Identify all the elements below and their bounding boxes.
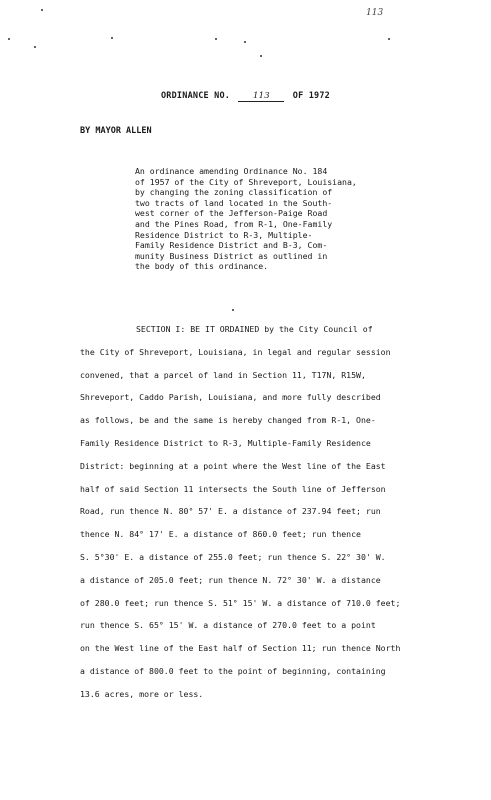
scan-speck — [388, 38, 390, 40]
abstract-line: Residence District to R-3, Multiple- — [135, 229, 313, 240]
section-line: thence N. 84° 17' E. a distance of 860.0 feet; run thence — [80, 529, 361, 540]
ordinance-title — [0, 91, 491, 102]
section-heading: SECTION I: — [136, 324, 186, 334]
section-line: run thence S. 65° 15' W. a distance of 270.0 feet to a point — [80, 620, 376, 631]
section-line: half of said Section 11 intersects the South line of Jefferson — [80, 483, 386, 494]
section-lead: BE IT ORDAINED — [190, 324, 260, 334]
section-line: a distance of 800.0 feet to the point of beginning, containing — [80, 665, 386, 676]
abstract-line: Family Residence District and B-3, Com- — [135, 240, 328, 251]
scan-speck — [215, 38, 217, 40]
section-one-body — [80, 318, 460, 706]
scan-speck — [232, 309, 234, 311]
abstract-line: two tracts of land located in the South- — [135, 197, 333, 208]
abstract-line: the body of this ordinance. — [135, 261, 269, 272]
section-line: Shreveport, Caddo Parish, Louisiana, and more fully described — [80, 392, 381, 403]
section-line: as follows, be and the same is hereby changed from R-1, One- — [80, 415, 376, 426]
section-line: convened, that a parcel of land in Section 11, T17N, R15W, — [80, 369, 366, 380]
section-line: District: beginning at a point where the West line of the East — [80, 460, 386, 471]
abstract-line: munity Business District as outlined in — [135, 250, 328, 261]
section-first-line — [80, 318, 460, 341]
scan-speck — [8, 38, 10, 40]
abstract-line: by changing the zoning classification of — [135, 187, 333, 198]
scan-speck — [111, 37, 113, 39]
section-line: a distance of 205.0 feet; run thence N. 72° 30' W. a distance — [80, 574, 381, 585]
abstract-line: An ordinance amending Ordinance No. 184 — [135, 166, 328, 176]
section-line: 13.6 acres, more or less. — [80, 688, 204, 699]
handwritten-page-number: 113 — [366, 8, 384, 18]
scan-speck — [34, 46, 36, 48]
author-line: BY MAYOR ALLEN — [80, 126, 152, 136]
abstract-line: west corner of the Jefferson-Paige Road — [135, 208, 328, 219]
abstract-line: of 1957 of the City of Shreveport, Louisiana, — [135, 176, 357, 187]
section-line: of 280.0 feet; run thence S. 51° 15' W. a distance of 710.0 feet; — [80, 597, 401, 608]
ordinance-abstract — [135, 166, 435, 272]
abstract-line: and the Pines Road, from R-1, One-Family — [135, 218, 333, 229]
section-line: Road, run thence N. 80° 57' E. a distance of 237.94 feet; run — [80, 506, 381, 517]
section-line: Family Residence District to R-3, Multiple-Family Residence — [80, 437, 371, 448]
scan-speck — [41, 9, 43, 11]
scan-speck — [244, 41, 246, 43]
section-line: on the West line of the East half of Section 11; run thence North — [80, 643, 401, 654]
ordinance-number: 113 — [238, 92, 284, 102]
scan-speck — [260, 55, 262, 57]
title-prefix: ORDINANCE NO. — [160, 91, 231, 101]
section-line: S. 5°30' E. a distance of 255.0 feet; run thence S. 22° 30' W. — [80, 551, 386, 562]
section-first-line-rest: by the City Council of — [264, 324, 373, 334]
section-line: the City of Shreveport, Louisiana, in legal and regular session — [80, 346, 391, 357]
title-suffix: OF 1972 — [292, 91, 331, 101]
